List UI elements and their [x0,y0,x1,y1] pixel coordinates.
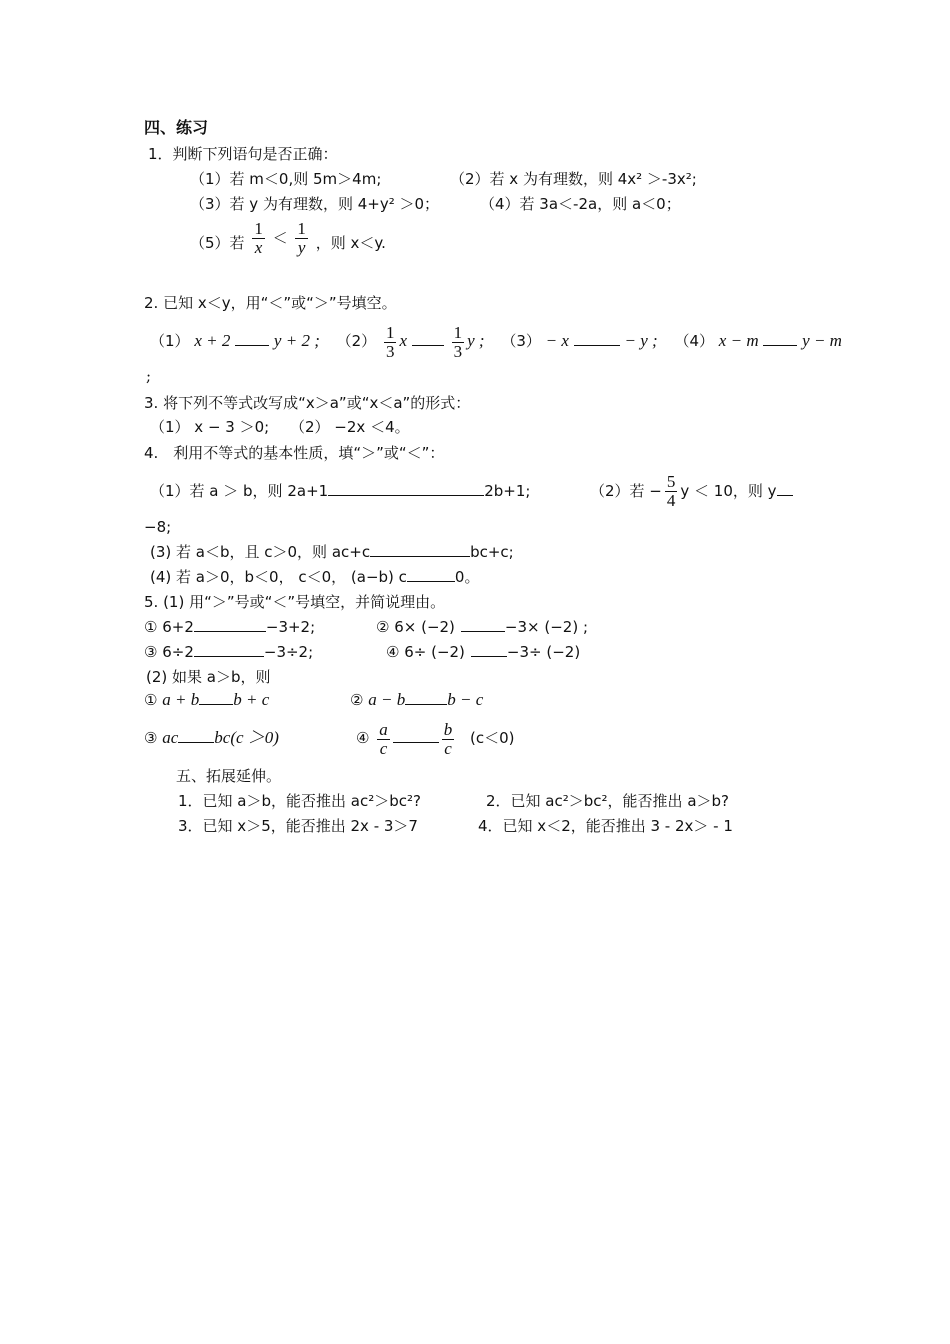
q5-r2b-left: ④ 6÷ (−2) [386,643,465,661]
q1-item-5-suffix: ，则 x＜y. [315,234,386,252]
q5-s2-left: a − b [368,690,406,709]
q4-item-1 [150,466,530,516]
q4-item-3 [150,542,514,562]
q1-item-4: （4）若 3a＜-2a，则 a＜0； [480,195,681,213]
q5-row2-b [386,642,580,662]
frac-den: y [295,238,308,257]
q1-title: 1．判断下列语句是否正确： [148,145,338,163]
q5-blank-3[interactable] [194,642,264,657]
q5-blank-1[interactable] [194,617,266,632]
q5-s3-right: bc(c ＞0) [214,728,279,747]
q5-row1-b [376,617,588,637]
q4-item-4 [150,567,479,587]
q3-item-1: （1） x − 3 ＞0; [150,418,270,436]
q4-p1-left: （1）若 a ＞ b，则 2a+1 [150,482,329,500]
fraction-b-over-c [442,721,455,758]
q2-blank-1[interactable] [235,331,269,346]
q4-item-2 [590,466,793,516]
q4-blank-3[interactable] [370,542,470,557]
q4-blank-1[interactable] [328,481,484,496]
q5-r1a-right: −3+2; [265,618,316,636]
section-title-practice: 四、练习 [144,118,209,137]
frac-num: 1 [453,322,463,342]
frac-den: x [252,238,265,257]
q5-blank-8[interactable] [393,728,439,743]
q5-s1-right: b + c [233,690,270,709]
q5-row2-a [144,642,313,662]
q5-part2-item-3 [144,714,279,762]
q5-r1a-left: ① 6+2 [144,618,194,636]
q5-blank-2[interactable] [461,617,505,632]
frac-num: a [379,719,388,739]
q2-p2-label: （2） [336,332,377,350]
q5-r2a-left: ③ 6÷2 [144,643,194,661]
q5-blank-7[interactable] [178,728,214,743]
q4-item-2-continuation: −8; [144,518,172,536]
q2-blanks-row [150,318,842,364]
circled-3: ③ [144,729,158,747]
circled-2: ② [350,691,364,709]
q4-p3-right: bc+c; [470,543,514,561]
q1-item-3: （3）若 y 为有理数，则 4+y² ＞0； [190,195,440,213]
fraction-a-over-c [377,721,390,758]
q3-title: 3. 将下列不等式改写成“x＞a”或“x＜a”的形式： [144,394,471,412]
q1-item-5-prefix: （5）若 [190,234,245,252]
q1-item-2: （2）若 x 为有理数，则 4x² ＞-3x²; [450,170,697,188]
q5-r2a-right: −3÷2; [263,643,314,661]
q4-blank-2[interactable] [777,481,793,496]
frac-den: c [377,739,390,758]
fraction-1-over-y [295,220,308,257]
q2-p1-left: x + 2 [194,331,231,350]
frac-num: 5 [666,472,676,491]
q5-blank-4[interactable] [471,642,507,657]
fraction-five-fourths [665,473,678,510]
q5-title: 5. (1) 用“＞”号或“＜”号填空，并简说理由。 [144,593,446,611]
q4-p3-left: (3) 若 a＜b，且 c＞0，则 ac+c [150,543,371,561]
q5-r2b-right: −3÷ (−2) [506,643,581,661]
q2-blank-4[interactable] [763,331,797,346]
ext-question-1: 1．已知 a＞b，能否推出 ac²＞bc²? [178,792,421,810]
q5-part2-item-1 [144,690,269,710]
q5-s3-left: ac [162,728,179,747]
q2-p4-left: x − m [718,331,759,350]
q4-p2-prefix: （2）若 − [590,482,662,500]
q4-p2-suffix: y ＜ 10，则 y [680,482,777,500]
q4-title: 4. 利用不等式的基本性质，填“＞”或“＜”： [144,444,445,462]
q5-blank-6[interactable] [405,690,447,705]
less-than-symbol: ＜ [272,229,288,247]
q2-p1-right: y + 2 ; [273,331,320,350]
frac-den: 4 [666,491,676,510]
fraction-1-over-x [252,220,265,257]
q5-part2-item-2 [350,690,483,710]
q2-p3-right: − y ; [624,331,658,350]
section-title-extension: 五、拓展延伸。 [176,767,282,785]
q4-p4-right: 0。 [454,568,480,586]
frac-num: 1 [385,322,395,342]
q2-trailing-semicolon: ; [146,367,152,385]
frac-den: c [442,739,455,758]
q2-p2-var-right: y ; [467,331,485,350]
q5-r1b-left: ② 6× (−2) [376,618,455,636]
ext-question-3: 3．已知 x＞5，能否推出 2x - 3＞7 [178,817,418,835]
frac-den: 3 [385,341,395,361]
q2-p2-var-left: x [399,331,408,350]
circled-1: ① [144,691,158,709]
q5-r1b-right: −3× (−2) ; [504,618,589,636]
q5-part2-item-4 [356,714,515,762]
q2-p1-label: （1） [150,332,190,350]
q2-blank-2[interactable] [412,331,444,346]
q4-p4-left: (4) 若 a＞0，b＜0， c＜0， (a−b) c [150,568,407,586]
q2-blank-3[interactable] [574,331,620,346]
q5-part2-title: (2) 如果 a＞b，则 [146,668,271,686]
fraction-one-third [384,324,397,361]
q5-blank-5[interactable] [199,690,233,705]
ext-question-2: 2．已知 ac²＞bc²，能否推出 a＞b? [486,792,729,810]
q5-row1-a [144,617,315,637]
q2-p3-left: − x [545,331,569,350]
frac-den: 3 [453,341,463,361]
q2-title: 2. 已知 x＜y，用“＜”或“＞”号填空。 [144,294,397,312]
fraction-one-third [452,324,465,361]
q2-p4-label: （4） [674,332,715,350]
ext-question-4: 4．已知 x＜2，能否推出 3 - 2x＞ - 1 [478,817,733,835]
q5-s1-left: a + b [162,690,200,709]
q1-item-1: （1）若 m＜0,则 5m＞4m; [190,170,382,188]
q4-blank-4[interactable] [407,567,455,582]
q4-p1-right: 2b+1; [484,482,531,500]
q5-s4-condition: (c＜0) [470,729,515,747]
frac-num: 1 [297,219,306,238]
q2-p4-right: y − m [802,331,842,350]
q1-item-5 [190,220,386,270]
frac-num: 1 [254,219,263,238]
q5-s2-right: b − c [447,690,484,709]
q2-p3-label: （3） [501,332,541,350]
q3-item-2: （2） −2x ＜4。 [290,418,410,436]
frac-num: b [443,719,453,739]
circled-4: ④ [356,729,370,747]
